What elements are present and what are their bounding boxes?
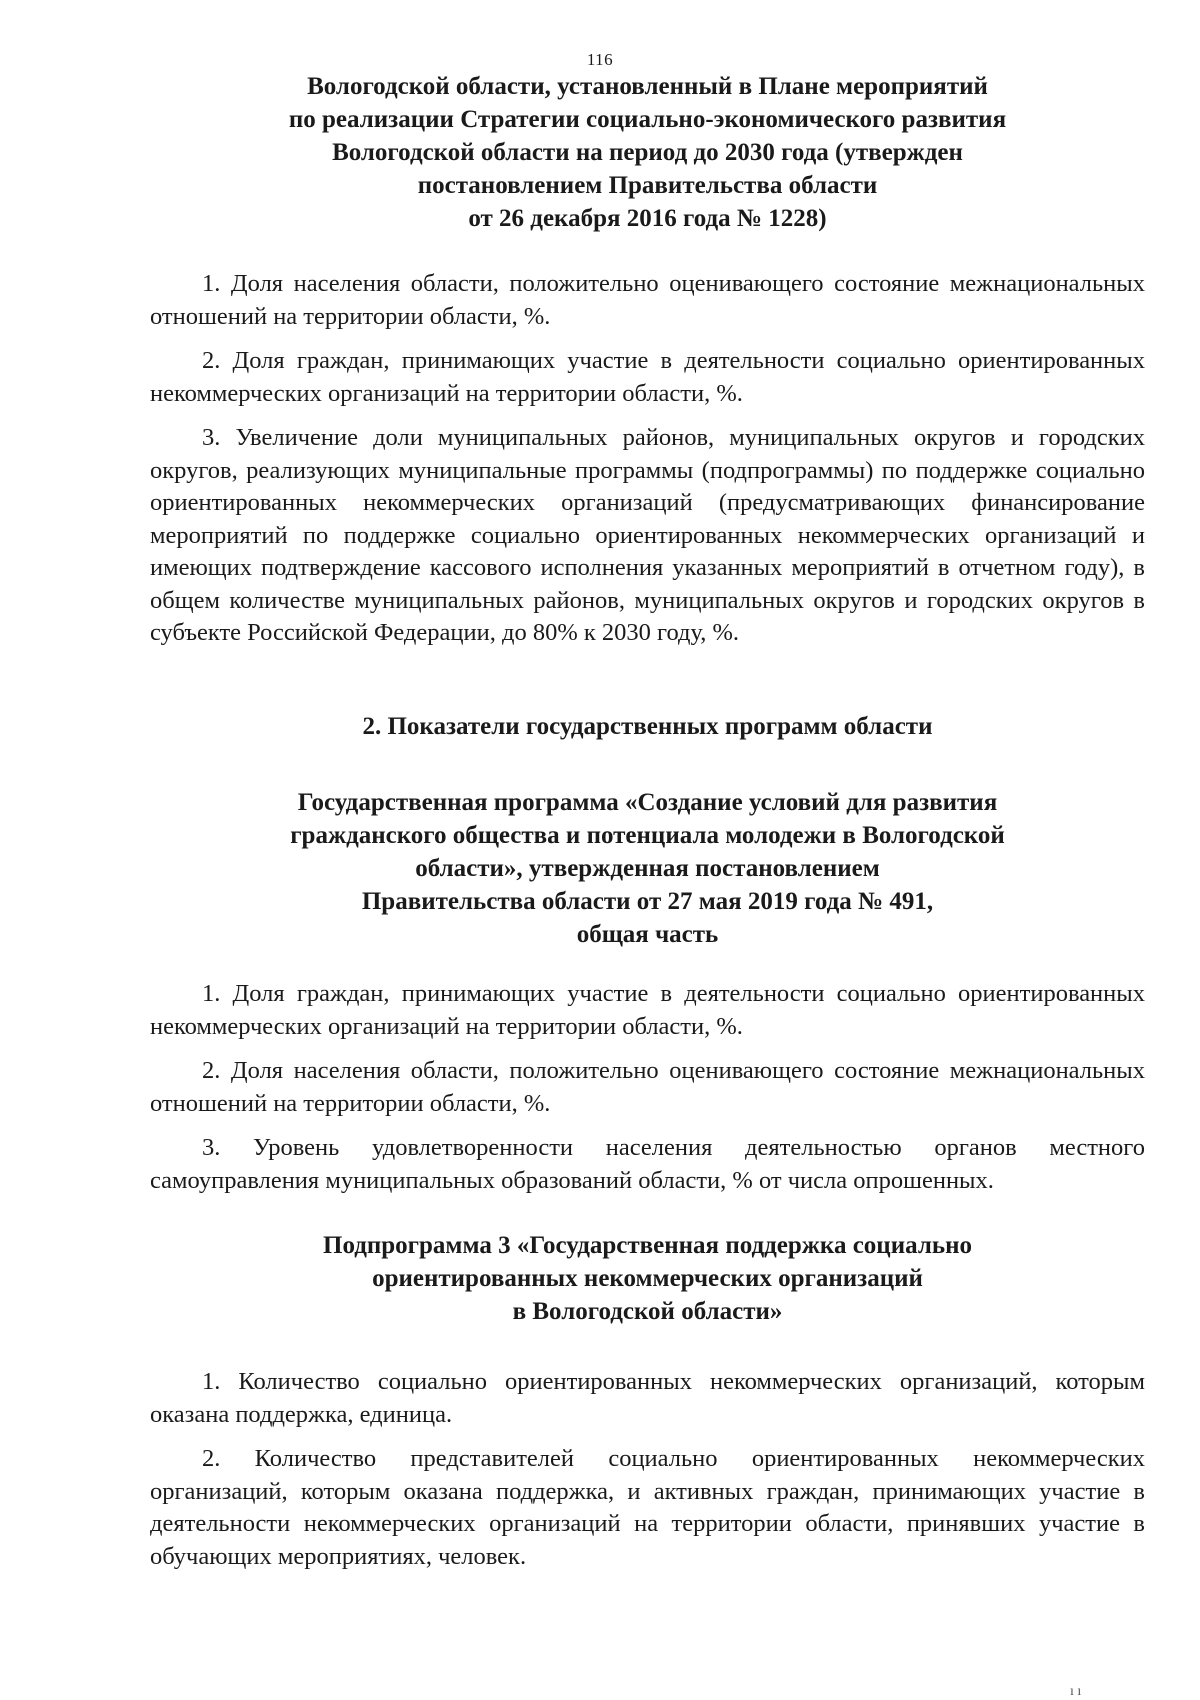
subprogram-heading-block: [150, 1229, 1145, 1328]
page-number: 116: [586, 50, 614, 69]
top-heading-line: Вологодской области, установленный в Плане мероприятий: [307, 73, 988, 100]
subprogram-heading-line: ориентированных некоммерческих организаций: [372, 1265, 923, 1292]
top-heading-line: Вологодской области на период до 2030 года (утвержден: [332, 139, 963, 166]
list-item: 2. Количество представителей социально ориентированных некоммерческих организаций, которым оказана поддержка, и активных граждан, принимающих участие в деятельности некоммерческих организаций на территории области, принявших участие в обучающих мероприятиях, человек.: [150, 1445, 1145, 1570]
list-item: 3. Уровень удовлетворенности населения деятельностью органов местного самоуправления муниципальных образований области, % от числа опрошенных.: [150, 1134, 1145, 1194]
subprogram-heading: [150, 1229, 1145, 1328]
program-heading-line: гражданского общества и потенциала молодежи в Вологодской: [290, 822, 1005, 849]
list-item: 1. Доля населения области, положительно оценивающего состояние межнациональных отношений на территории области, %.: [150, 270, 1145, 330]
program-heading-line: общая часть: [576, 921, 719, 948]
list-item: 2. Доля граждан, принимающих участие в деятельности социально ориентированных некоммерческих организаций на территории области, %.: [150, 347, 1145, 407]
subprogram-list: [150, 1366, 1145, 1585]
list-item: 1. Доля граждан, принимающих участие в деятельности социально ориентированных некоммерческих организаций на территории области, %.: [150, 980, 1145, 1040]
list-item: 2. Доля населения области, положительно оценивающего состояние межнациональных отношений на территории области, %.: [150, 1057, 1145, 1117]
section-title: 2. Показатели государственных программ области: [362, 713, 933, 740]
list-item: 1. Количество социально ориентированных некоммерческих организаций, которым оказана поддержка, единица.: [150, 1368, 1145, 1428]
program-heading-block: [150, 786, 1145, 951]
subprogram-heading-line: в Вологодской области»: [512, 1298, 783, 1325]
section1-list: [150, 268, 1145, 662]
program-heading-line: Государственная программа «Создание условий для развития: [297, 789, 998, 816]
program-heading-line: Правительства области от 27 мая 2019 года № 491,: [361, 888, 934, 915]
subprogram-heading-line: Подпрограмма 3 «Государственная поддержка социально: [323, 1232, 972, 1259]
top-heading-line: постановлением Правительства области: [417, 172, 878, 199]
top-heading-line: по реализации Стратегии социально-экономического развития: [288, 106, 1007, 133]
top-heading-line: от 26 декабря 2016 года № 1228): [468, 205, 827, 232]
top-heading: [150, 70, 1145, 235]
section2-title-block: [150, 710, 1145, 743]
list-item: 3. Увеличение доли муниципальных районов, муниципальных округов и городских округов, реализующих муниципальные программы (подпрограммы) по поддержке социально ориентированных некоммерческих организаций (предусматривающих финансирование мероприятий по поддержке социально ориентированных некоммерческих организаций и имеющих подтверждение кассового исполнения указанных мероприятий в отчетном году), в общем количестве муниципальных районов, муниципальных округов и городских округов в субъекте Российской Федерации, до 80% к 2030 году, %.: [150, 424, 1145, 646]
program-heading-line: области», утвержденная постановлением: [415, 855, 880, 882]
program-heading: [150, 786, 1145, 951]
top-heading-block: [150, 70, 1145, 235]
program-list: [150, 978, 1145, 1209]
scan-mark: ı ı: [1070, 1684, 1082, 1699]
